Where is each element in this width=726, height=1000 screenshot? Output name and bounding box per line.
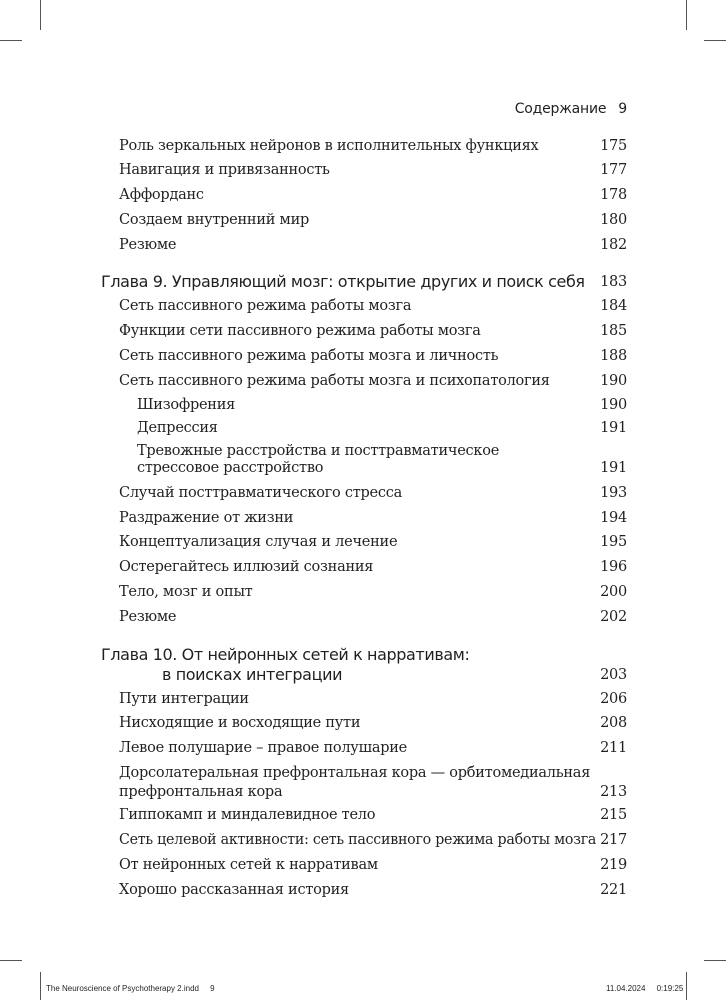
toc-entry-page: 200 bbox=[600, 584, 627, 600]
toc-entry-page: 219 bbox=[600, 857, 627, 873]
crop-mark bbox=[704, 960, 726, 961]
toc-entry-title: Роль зеркальных нейронов в исполнительных функциях bbox=[119, 138, 539, 154]
toc-chapter-page: 183 bbox=[600, 274, 627, 290]
toc-entry-page: 182 bbox=[600, 237, 627, 253]
toc-entry-page: 178 bbox=[600, 187, 627, 203]
slug-date: 11.04.2024 bbox=[606, 984, 646, 993]
toc-entry-title-line1: Тревожные расстройства и посттравматическое bbox=[137, 443, 500, 459]
toc-entry-page: 193 bbox=[600, 485, 627, 501]
toc-entry-title: Пути интеграции bbox=[119, 691, 249, 707]
toc-entry-title: Тело, мозг и опыт bbox=[119, 584, 253, 600]
toc-entry-title: Аффорданс bbox=[119, 187, 204, 203]
toc-entry-title: Нисходящие и восходящие пути bbox=[119, 715, 361, 731]
toc-entry-page: 191 bbox=[600, 420, 627, 436]
toc-entry-title: Левое полушарие – правое полушарие bbox=[119, 740, 407, 756]
toc-entry-page: 191 bbox=[600, 460, 627, 476]
toc-entry-page: 190 bbox=[600, 397, 627, 413]
toc-entry-title: Сеть пассивного режима работы мозга и личность bbox=[119, 348, 499, 364]
toc-entry-title: Концептуализация случая и лечение bbox=[119, 534, 398, 550]
toc-chapter-title-line2: в поисках интеграции bbox=[162, 665, 343, 684]
slug-filename: The Neuroscience of Psychotherapy 2.indd bbox=[46, 984, 199, 993]
crop-mark bbox=[686, 972, 687, 1000]
toc-entry-page: 195 bbox=[600, 534, 627, 550]
toc-entry-title: Хорошо рассказанная история bbox=[119, 882, 349, 898]
toc-entry-title-line2: префронтальная кора bbox=[119, 784, 283, 800]
toc-entry-title-line2: стрессовое расстройство bbox=[137, 460, 324, 476]
toc-entry-title: Сеть пассивного режима работы мозга и психопатология bbox=[119, 373, 550, 389]
toc-entry-title: Резюме bbox=[119, 237, 177, 253]
slug-page: 9 bbox=[210, 984, 215, 993]
toc-entry-title: Навигация и привязанность bbox=[119, 162, 330, 178]
print-slug-file bbox=[46, 984, 215, 993]
toc-entry-page: 180 bbox=[600, 212, 627, 228]
toc-chapter-title-line1: Глава 10. От нейронных сетей к нарративам: bbox=[101, 645, 470, 664]
toc-entry-page: 217 bbox=[600, 832, 627, 848]
toc-entry-page: 202 bbox=[600, 609, 627, 625]
crop-mark bbox=[686, 0, 687, 30]
running-header bbox=[0, 101, 627, 117]
toc-entry-title: Раздражение от жизни bbox=[119, 510, 294, 526]
toc-chapter-title: Глава 9. Управляющий мозг: открытие других и поиск себя bbox=[101, 272, 585, 291]
toc-entry-page: 206 bbox=[600, 691, 627, 707]
toc-entry-title: Депрессия bbox=[137, 420, 218, 436]
toc-chapter-page: 203 bbox=[600, 667, 627, 683]
toc-entry-page: 211 bbox=[600, 740, 627, 756]
toc-entry-page: 208 bbox=[600, 715, 627, 731]
toc-entry-page: 215 bbox=[600, 807, 627, 823]
toc-entry-title: Сеть целевой активности: сеть пассивного режима работы мозга bbox=[119, 832, 597, 848]
toc-entry-title: От нейронных сетей к нарративам bbox=[119, 857, 378, 873]
crop-mark bbox=[40, 972, 41, 1000]
toc-entry-page: 184 bbox=[600, 298, 627, 314]
crop-mark bbox=[0, 960, 22, 961]
header-page-number: 9 bbox=[618, 101, 627, 117]
toc-entry-page: 221 bbox=[600, 882, 627, 898]
crop-mark bbox=[40, 0, 41, 30]
header-section-title: Содержание bbox=[514, 101, 607, 117]
toc-entry-title: Резюме bbox=[119, 609, 177, 625]
toc-entry-page: 177 bbox=[600, 162, 627, 178]
toc-entry-title: Функции сети пассивного режима работы мозга bbox=[119, 323, 481, 339]
crop-mark bbox=[0, 40, 22, 41]
toc-entry-page: 213 bbox=[600, 784, 627, 800]
crop-mark bbox=[704, 40, 726, 41]
toc-entry-title: Сеть пассивного режима работы мозга bbox=[119, 298, 412, 314]
print-slug-datetime bbox=[606, 984, 683, 993]
toc-entry-title: Создаем внутренний мир bbox=[119, 212, 310, 228]
toc-entry-title: Случай посттравматического стресса bbox=[119, 485, 403, 501]
toc-entry-title: Остерегайтесь иллюзий сознания bbox=[119, 559, 374, 575]
toc-entry-page: 185 bbox=[600, 323, 627, 339]
toc-entry-page: 175 bbox=[600, 138, 627, 154]
toc-entry-page: 190 bbox=[600, 373, 627, 389]
toc-entry-page: 188 bbox=[600, 348, 627, 364]
toc-entry-title: Шизофрения bbox=[137, 397, 236, 413]
toc-entry-page: 194 bbox=[600, 510, 627, 526]
slug-time: 0:19:25 bbox=[656, 984, 684, 993]
toc-entry-title: Гиппокамп и миндалевидное тело bbox=[119, 807, 376, 823]
toc-entry-title-line1: Дорсолатеральная префронтальная кора — орбитомедиальная bbox=[119, 765, 591, 781]
toc-entry-page: 196 bbox=[600, 559, 627, 575]
